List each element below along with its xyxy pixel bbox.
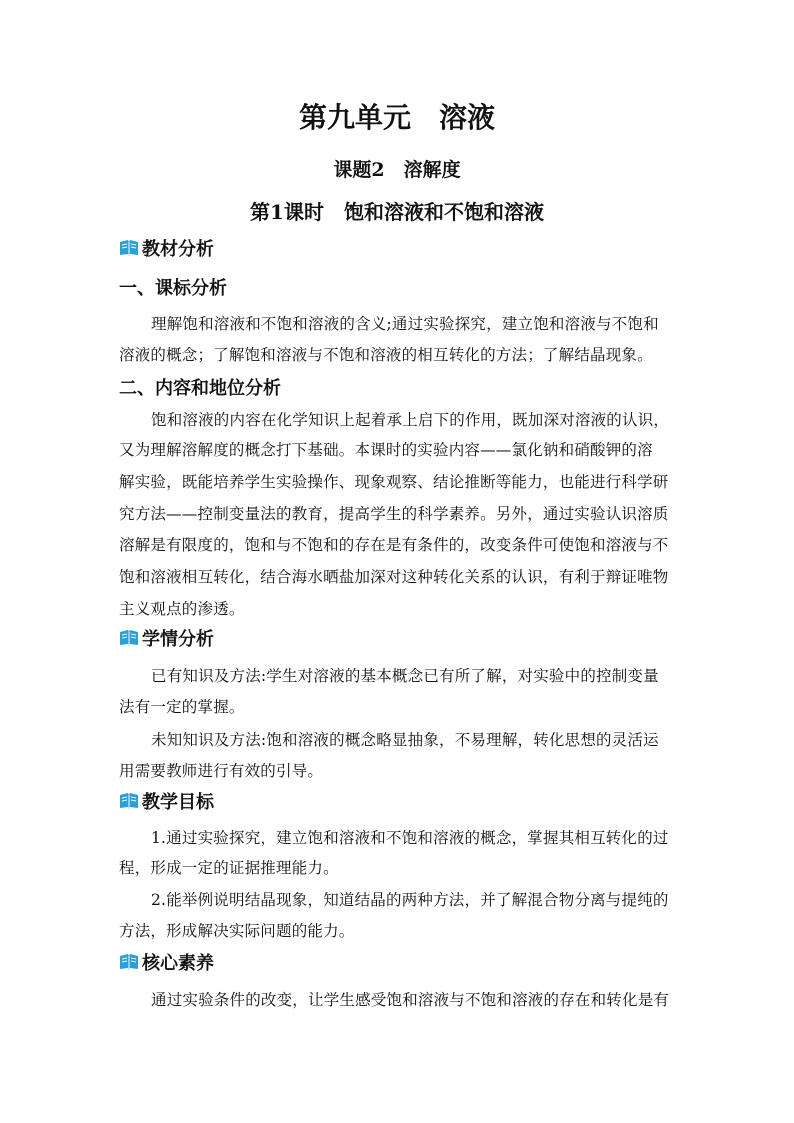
paragraph-line: 溶液的概念；了解饱和溶液与不饱和溶液的相互转化的方法；了解结晶现象。 [119, 346, 653, 364]
heading-content: 二、内容和地位分析 [119, 378, 281, 399]
book-icon [119, 792, 139, 810]
lesson-title: 第1课时 饱和溶液和不饱和溶液 [250, 200, 544, 224]
section-learning-analysis [119, 624, 214, 652]
paragraph-line: 程，形成一定的证据推理能力。 [119, 859, 339, 877]
section-label: 核心素养 [142, 953, 214, 974]
paragraph-line: 溶解是有限度的，饱和与不饱和的存在是有条件的，改变条件可使饱和溶液与不 [119, 536, 669, 554]
paragraph-line: 解实验，既能培养学生实验操作、现象观察、结论推断等能力，也能进行科学研 [119, 473, 669, 491]
section-label: 教材分析 [142, 239, 214, 260]
heading-curriculum: 一、课标分析 [119, 278, 227, 299]
paragraph-line: 饱和溶液的内容在化学知识上起着承上启下的作用，既加深对溶液的认识， [151, 411, 670, 429]
paragraph-line: 理解饱和溶液和不饱和溶液的含义;通过实验探究，建立饱和溶液与不饱和 [151, 315, 659, 333]
paragraph-line: 已有知识及方法:学生对溶液的基本概念已有所了解，对实验中的控制变量 [151, 667, 659, 685]
book-icon [119, 629, 139, 647]
section-textbook-analysis [119, 234, 214, 262]
paragraph-line: 未知知识及方法:饱和溶液的概念略显抽象，不易理解，转化思想的灵活运 [151, 731, 659, 749]
unit-title: 第九单元 溶液 [298, 101, 495, 134]
paragraph-line: 1.通过实验探究，建立饱和溶液和不饱和溶液的概念，掌握其相互转化的过 [151, 829, 669, 847]
paragraph-line: 饱和溶液相互转化，结合海水晒盐加深对这种转化关系的认识，有利于辩证唯物 [119, 568, 669, 586]
paragraph-line: 主义观点的渗透。 [119, 600, 245, 618]
paragraph-line: 2.能举例说明结晶现象，知道结晶的两种方法，并了解混合物分离与提纯的 [151, 891, 669, 909]
paragraph-line: 究方法——控制变量法的教育，提高学生的科学素养。另外，通过实验认识溶质 [119, 505, 669, 523]
section-teaching-goals [119, 787, 214, 815]
topic-title: 课题2 溶解度 [333, 159, 461, 181]
section-label: 学情分析 [142, 629, 214, 650]
book-icon [119, 239, 139, 257]
paragraph-line: 法有一定的掌握。 [119, 698, 245, 716]
paragraph-line: 方法，形成解决实际问题的能力。 [119, 922, 355, 940]
section-core-literacy [119, 948, 214, 976]
book-icon [119, 953, 139, 971]
paragraph-line: 通过实验条件的改变，让学生感受饱和溶液与不饱和溶液的存在和转化是有 [151, 991, 670, 1009]
section-label: 教学目标 [142, 792, 214, 813]
paragraph-line: 又为理解溶解度的概念打下基础。本课时的实验内容——氯化钠和硝酸钾的溶 [119, 441, 653, 459]
paragraph-line: 用需要教师进行有效的引导。 [119, 762, 324, 780]
